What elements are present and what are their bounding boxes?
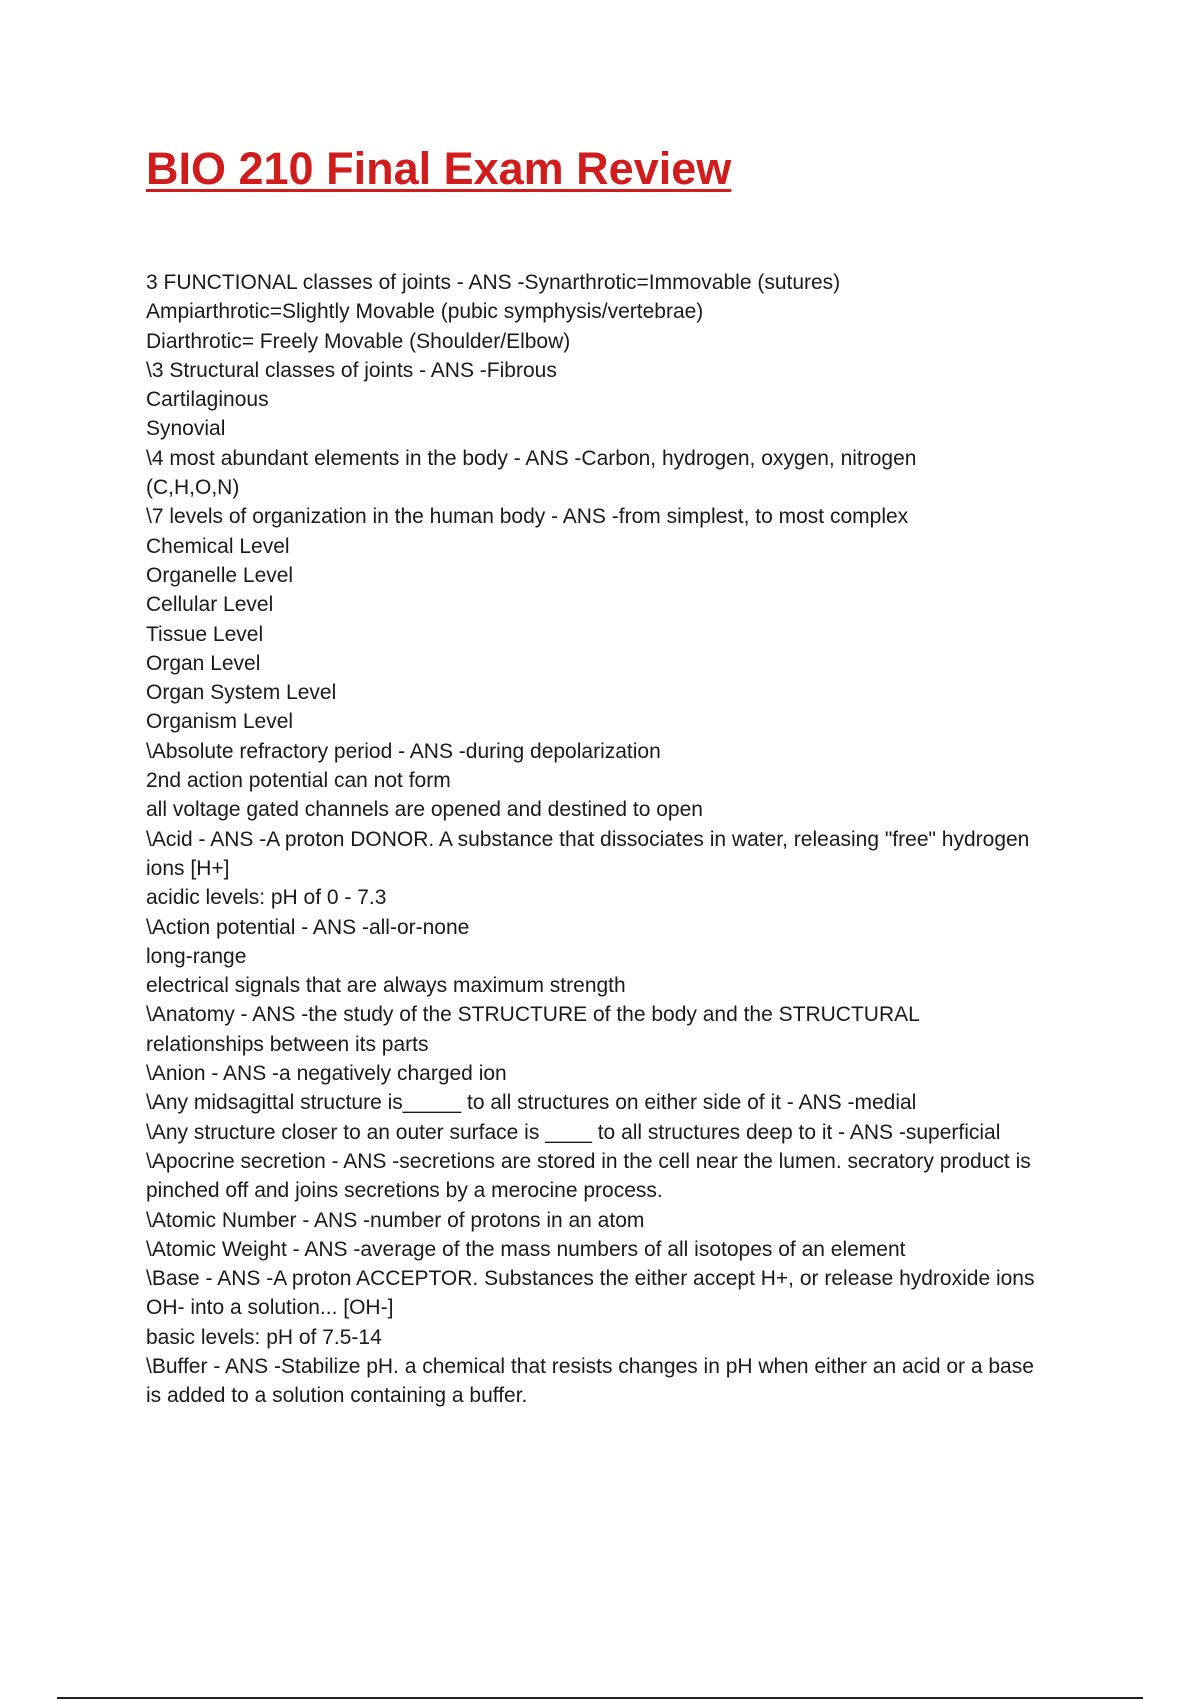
text-line: Cartilaginous: [146, 388, 269, 412]
text-line: \Any structure closer to an outer surface is ____ to all structures deep to it - ANS -superficial: [146, 1120, 1001, 1144]
text-line: \Base - ANS -A proton ACCEPTOR. Substances the either accept H+, or release hydroxide ions: [146, 1267, 1035, 1291]
text-line: OH- into a solution... [OH-]: [146, 1296, 394, 1320]
text-line: acidic levels: pH of 0 - 7.3: [146, 886, 387, 910]
text-line: \Action potential - ANS -all-or-none: [146, 915, 470, 939]
text-line: \Any midsagittal structure is_____ to all structures on either side of it - ANS -medial: [146, 1091, 917, 1115]
text-line: 2nd action potential can not form: [146, 769, 451, 793]
text-line: Synovial: [146, 417, 226, 441]
text-line: long-range: [146, 944, 247, 968]
text-line: \Anatomy - ANS -the study of the STRUCTURE of the body and the STRUCTURAL: [146, 1003, 920, 1027]
text-line: \Apocrine secretion - ANS -secretions are stored in the cell near the lumen. secratory product is: [146, 1149, 1031, 1173]
text-line: ions [H+]: [146, 856, 230, 880]
text-line: \7 levels of organization in the human body - ANS -from simplest, to most complex: [146, 505, 909, 529]
text-line: Tissue Level: [146, 622, 264, 646]
text-line: electrical signals that are always maximum strength: [146, 974, 626, 998]
text-line: \3 Structural classes of joints - ANS -Fibrous: [146, 358, 557, 382]
text-line: Organ System Level: [146, 681, 337, 705]
text-line: \Absolute refractory period - ANS -during depolarization: [146, 739, 661, 763]
text-line: 3 FUNCTIONAL classes of joints - ANS -Synarthrotic=Immovable (sutures): [146, 271, 841, 294]
text-line: \Atomic Number - ANS -number of protons in an atom: [146, 1208, 645, 1232]
text-line: \Atomic Weight - ANS -average of the mass numbers of all isotopes of an element: [146, 1237, 906, 1261]
document-title: BIO 210 Final Exam Review: [146, 143, 732, 194]
text-line: pinched off and joins secretions by a merocine process.: [146, 1179, 663, 1203]
text-line: relationships between its parts: [146, 1032, 429, 1056]
text-line: \Buffer - ANS -Stabilize pH. a chemical that resists changes in pH when either an acid or a base: [146, 1354, 1034, 1378]
text-line: \Anion - ANS -a negatively charged ion: [146, 1062, 507, 1086]
text-line: (C,H,O,N): [146, 476, 240, 500]
text-line: \4 most abundant elements in the body - ANS -Carbon, hydrogen, oxygen, nitrogen: [146, 446, 917, 470]
text-line: basic levels: pH of 7.5-14: [146, 1325, 382, 1349]
text-line: is added to a solution containing a buffer.: [146, 1384, 528, 1408]
footer-divider: [57, 1697, 1143, 1699]
text-line: Diarthrotic= Freely Movable (Shoulder/Elbow): [146, 329, 571, 353]
text-line: \Acid - ANS -A proton DONOR. A substance that dissociates in water, releasing "free" hydrogen: [146, 827, 1030, 851]
review-text-body: [146, 268, 1106, 1411]
text-line: Cellular Level: [146, 593, 274, 617]
text-line: all voltage gated channels are opened and destined to open: [146, 798, 703, 822]
text-line: Ampiarthrotic=Slightly Movable (pubic symphysis/vertebrae): [146, 300, 704, 324]
text-line: Organism Level: [146, 710, 294, 734]
text-line: Organ Level: [146, 651, 261, 675]
text-line: Organelle Level: [146, 563, 294, 587]
text-line: Chemical Level: [146, 534, 290, 558]
